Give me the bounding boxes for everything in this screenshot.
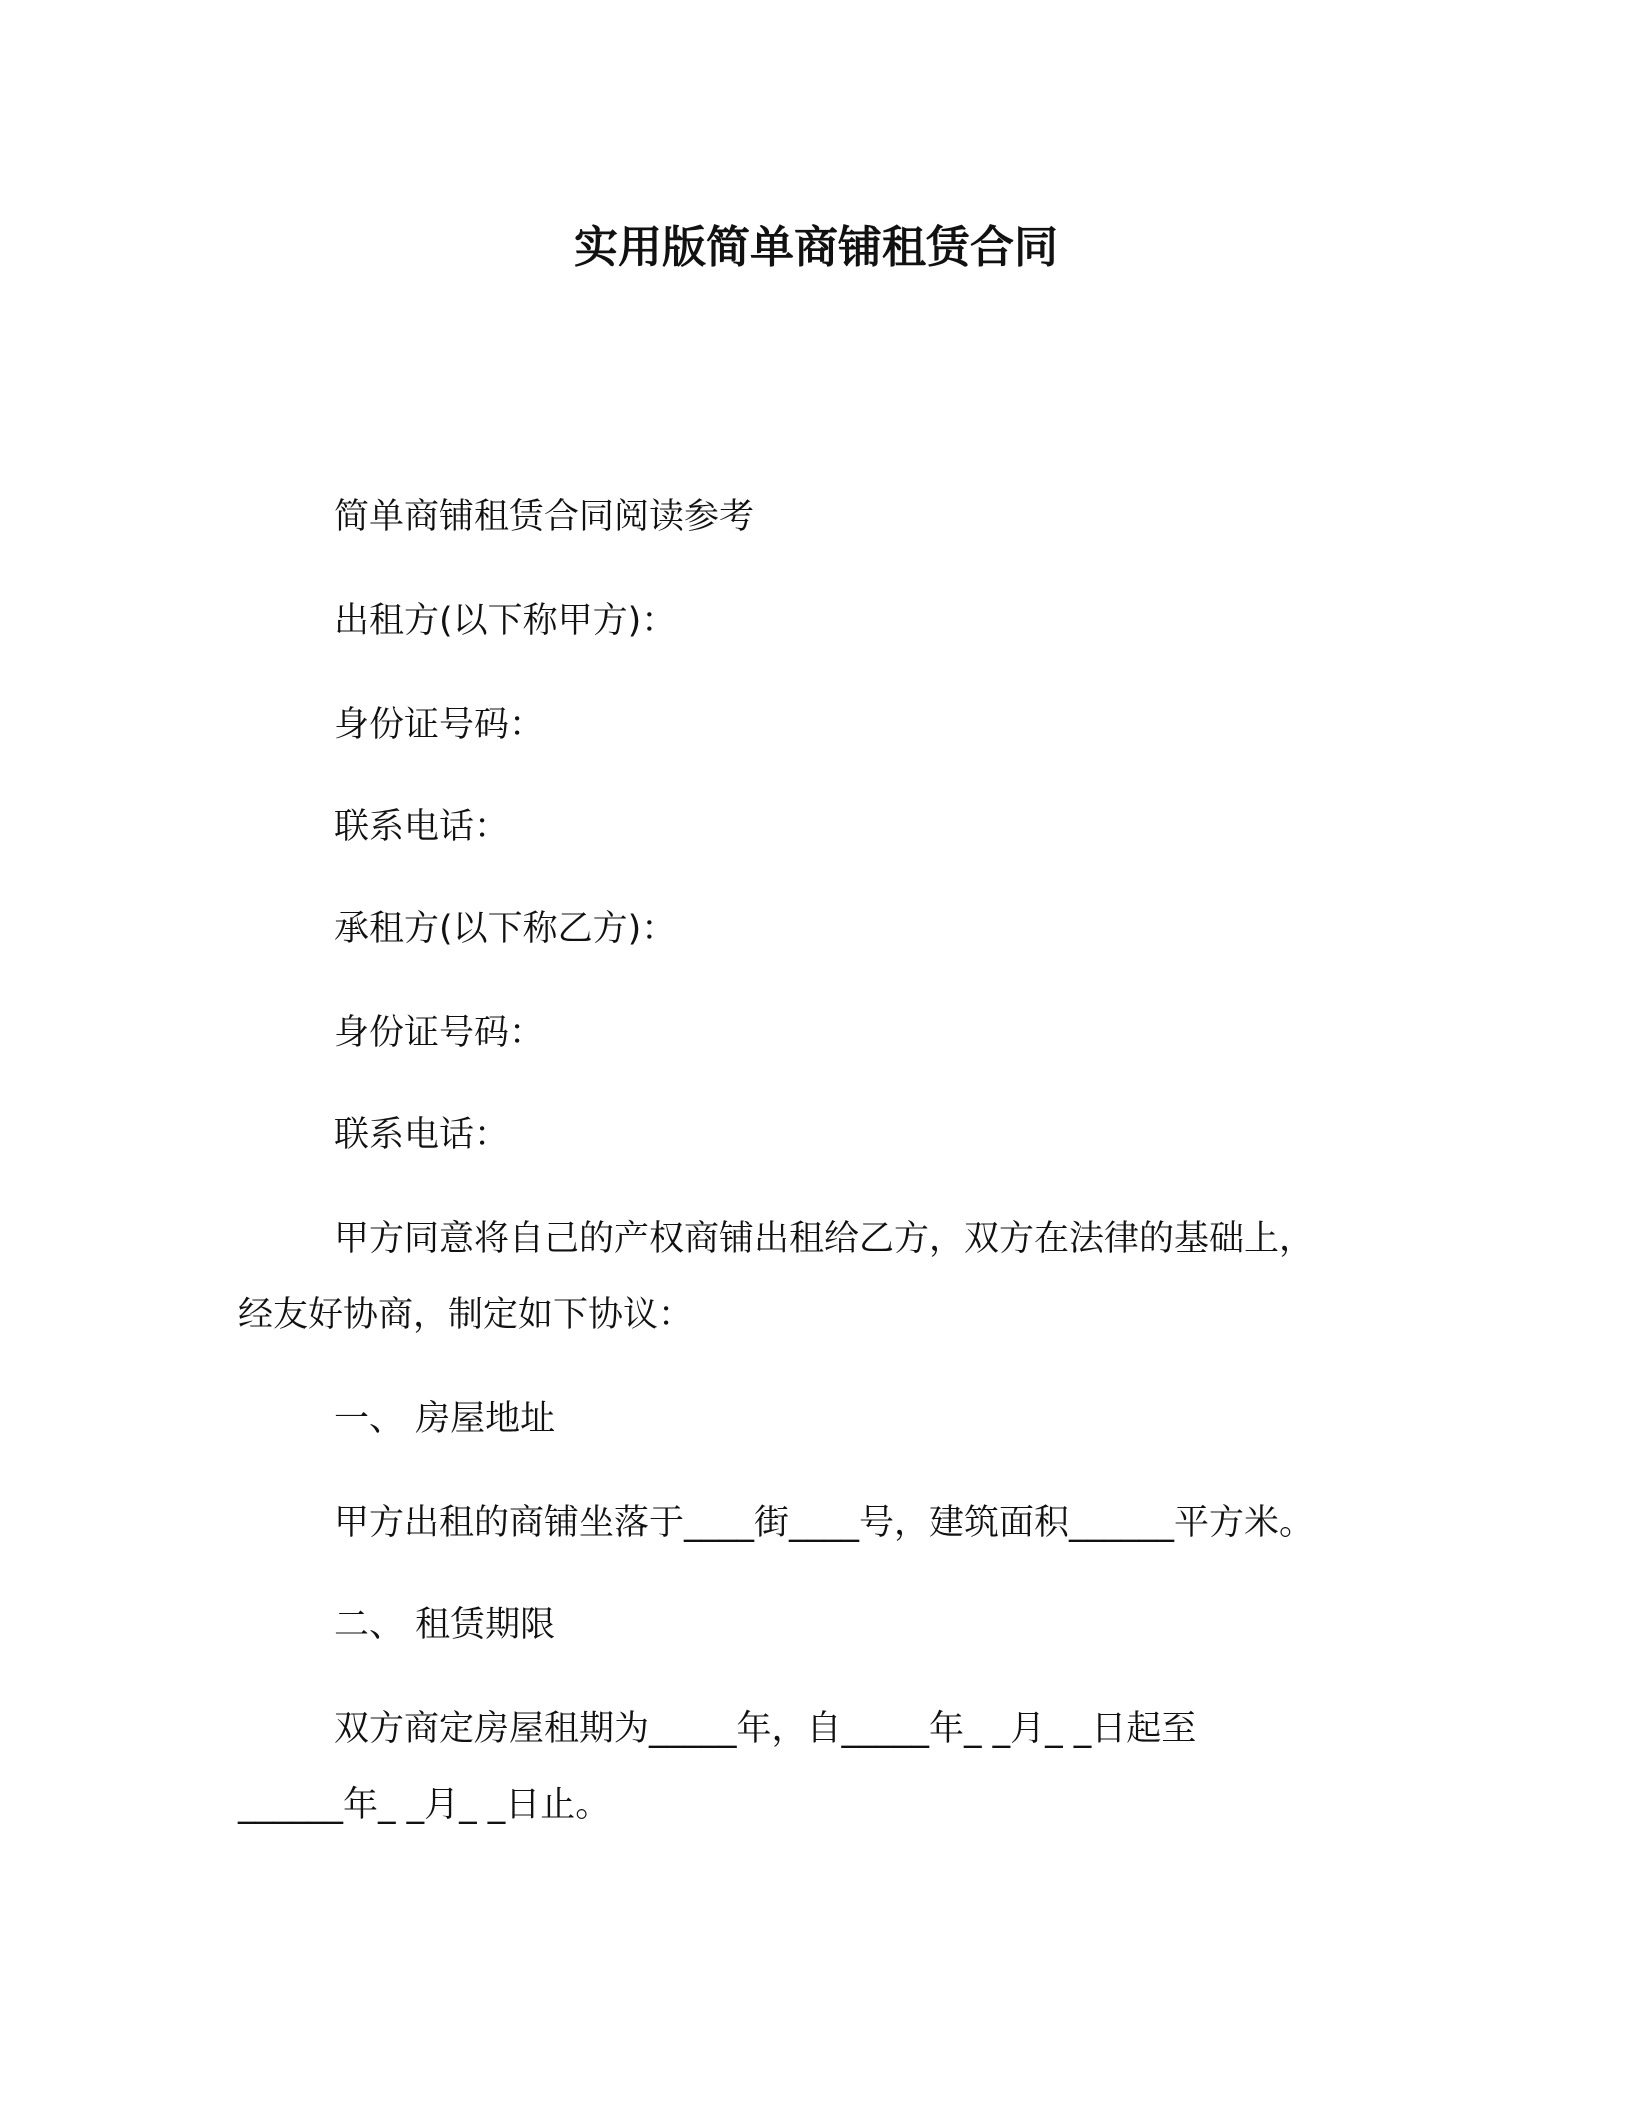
lessor-id-label: 身份证号码： <box>334 705 545 745</box>
lessor-label: 出租方(以下称甲方)： <box>334 601 677 641</box>
lessee-label: 承租方(以下称乙方)： <box>334 909 677 949</box>
section-2-line-2: ______年_ _月_ _日止。 <box>238 1785 611 1825</box>
section-1-heading: 一、 房屋地址 <box>334 1399 556 1439</box>
lessee-phone-label: 联系电话： <box>334 1115 510 1155</box>
section-1-text: 甲方出租的商铺坐落于____街____号，建筑面积______平方米。 <box>334 1503 1315 1543</box>
intro-line-1: 甲方同意将自己的产权商铺出租给乙方，双方在法律的基础上， <box>334 1219 1315 1259</box>
intro-line-2: 经友好协商，制定如下协议： <box>238 1295 694 1335</box>
document-title: 实用版简单商铺租赁合同 <box>574 222 1058 273</box>
lessor-phone-label: 联系电话： <box>334 807 510 847</box>
document-subtitle: 简单商铺租赁合同阅读参考 <box>334 497 755 537</box>
section-2-heading: 二、 租赁期限 <box>334 1605 556 1645</box>
lessee-id-label: 身份证号码： <box>334 1013 545 1053</box>
section-2-line-1: 双方商定房屋租期为_____年，自_____年_ _月_ _日起至 <box>334 1709 1197 1749</box>
